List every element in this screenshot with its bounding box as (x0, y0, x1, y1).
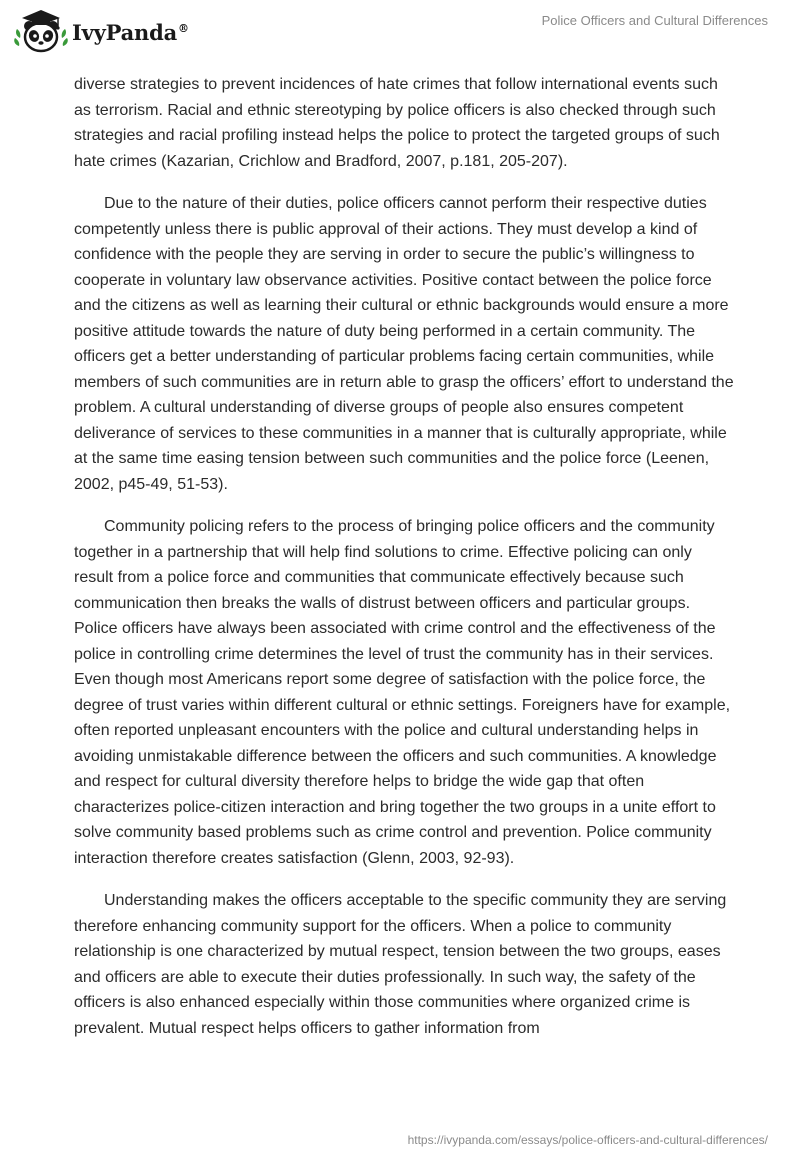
paragraph-continued: diverse strategies to prevent incidences of hate crimes that follow international events such as terrorism. Racial and ethnic stereotyping by police officers is also checked through such strategies and racial profiling instead helps the police to protect the targeted groups of such hate crimes (Kazarian, Crichlow and Bradford, 2007, p.181, 205-207). (74, 76, 720, 170)
document-title: Police Officers and Cultural Differences (541, 13, 768, 28)
paragraph-public-approval: Due to the nature of their duties, police officers cannot perform their respective duties competently unless there is public approval of their actions. They must develop a kind of confidence with the people they are serving in order to secure the public’s willingness to cooperate in voluntary law observance activities. Positive contact between the police force and the citizens as well as learning their cultural or ethnic backgrounds would ensure a more positive attitude towards the nature of duty being performed in a certain community. The officers get a better understanding of particular problems facing certain communities, while members of such communities are in return able to grasp the officers’ effort to understand the problem. A cultural understanding of diverse groups of people also ensures competent deliverance of services to these communities in a manner that is culturally appropriate, while at the same time easing tension between such communities and the police force (Leenen, 2002, p45-49, 51-53). (74, 195, 734, 493)
panda-graduation-icon (14, 8, 68, 54)
paragraph-understanding: Understanding makes the officers acceptable to the specific community they are serving therefore enhancing community support for the officers. When a police to community relationship is one characterized by mutual respect, tension between the two groups, eases and officers are able to execute their duties professionally. In such way, the safety of the officers is also enhanced especially within those communities where organized crime is prevalent. Mutual respect helps officers to gather information from (74, 892, 727, 1037)
page-header (0, 0, 800, 60)
source-url[interactable]: https://ivypanda.com/essays/police-officers-and-cultural-differences/ (407, 1133, 768, 1147)
registered-mark: ® (178, 21, 189, 35)
essay-body (74, 72, 734, 1058)
ivypanda-logo[interactable] (14, 8, 189, 54)
logo-wordmark: IvyPanda® (72, 19, 189, 45)
paragraph-community-policing: Community policing refers to the process of bringing police officers and the community together in a partnership that will help find solutions to crime. Effective policing can only result from a police force and communities that communicate effectively because such communication then breaks the walls of distrust between officers and particular groups. Police officers have always been associated with crime control and the effectiveness of the police in controlling crime determines the level of trust the community has in their services. Even though most Americans report some degree of satisfaction with the police force, the degree of trust varies within different cultural or ethnic settings. Foreigners have for example, often reported unpleasant encounters with the police and cultural understanding helps in avoiding unmistakable difference between the officers and such communities. A knowledge and respect for cultural diversity therefore helps to bridge the wide gap that often characterizes police-citizen interaction and bring together the two groups in a unite effort to solve community based problems such as crime control and prevention. Police community interaction therefore creates satisfaction (Glenn, 2003, 92-93). (74, 518, 731, 867)
